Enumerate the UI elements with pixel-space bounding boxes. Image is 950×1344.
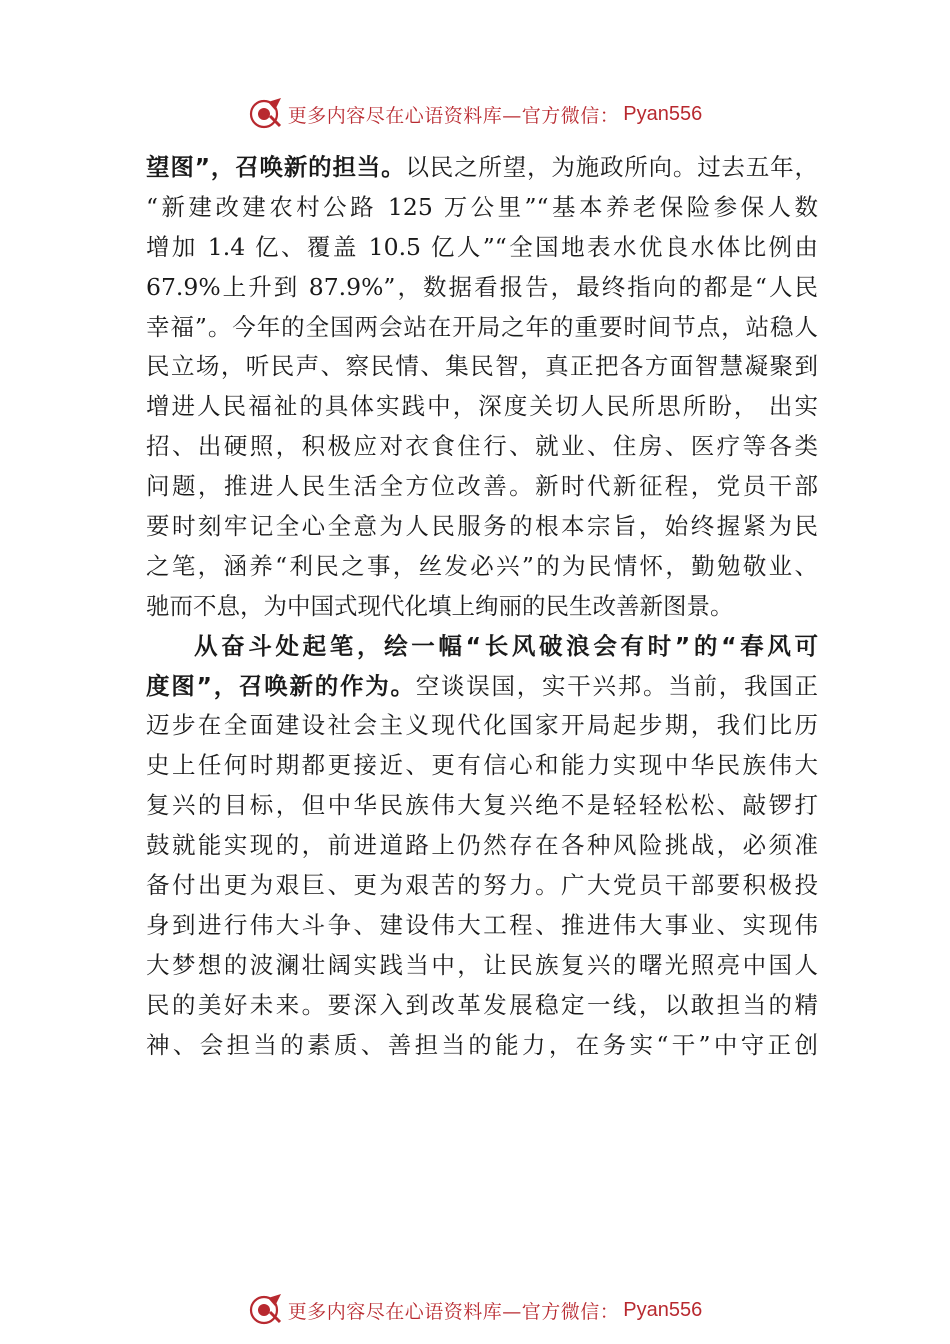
seal-logo-icon [248, 96, 284, 132]
text-line: 迈步在全面建设社会主义现代化国家开局起步期，我们比历 [146, 711, 818, 740]
text-line: 要时刻牢记全心全意为人民服务的根本宗旨，始终握紧为民 [146, 512, 818, 541]
text-line: 增进人民福祉的具体实践中，深度关切人民所思所盼， 出实 [146, 392, 818, 421]
text-line: 备付出更为艰巨、更为艰苦的努力。广大党员干部要积极投 [146, 871, 818, 900]
seal-logo-icon [248, 1292, 284, 1328]
text-line: “新建改建农村公路 125 万公里”“基本养老保险参保人数 [146, 192, 818, 221]
banner-text: 更多内容尽在心语资料库—官方微信： [287, 1300, 620, 1323]
text-line: 史上任何时期都更接近、更有信心和能力实现中华民族伟大 [146, 751, 818, 780]
text-line: 复兴的目标，但中华民族伟大复兴绝不是轻轻松松、敲锣打 [146, 791, 818, 820]
text-line: 民的美好未来。要深入到改革发展稳定一线，以敢担当的精 [146, 990, 818, 1019]
footer-banner [0, 1290, 950, 1330]
text-line: 增加 1.4 亿、覆盖 10.5 亿人”“全国地表水优良水体比例由 [146, 232, 818, 261]
text-line: 望图”，召唤新的担当。以民之所望，为施政所向。过去五年， [146, 153, 819, 181]
text-line: 身到进行伟大斗争、建设伟大工程、推进伟大事业、实现伟 [146, 910, 818, 939]
text-line: 度图”，召唤新的作为。空谈误国，实干兴邦。当前，我国正 [146, 671, 818, 700]
text-line: 驰而不息，为中国式现代化填上绚丽的民生改善新图景。 [146, 591, 734, 620]
banner-text: 更多内容尽在心语资料库—官方微信： [287, 104, 620, 127]
text-line: 神、会担当的素质、善担当的能力，在务实“干”中守正创 [146, 1030, 818, 1059]
article-body [146, 148, 818, 1065]
text-line: 之笔，涵养“利民之事，丝发必兴”的为民情怀，勤勉敬业、 [146, 551, 818, 580]
header-banner [0, 94, 950, 134]
text-line: 大梦想的波澜壮阔实践当中，让民族复兴的曙光照亮中国人 [146, 950, 818, 979]
text-line: 鼓就能实现的，前进道路上仍然存在各种风险挑战，必须准 [146, 831, 818, 860]
wechat-id: Pyan556 [623, 102, 703, 125]
text-line: 问题，推进人民生活全方位改善。新时代新征程，党员干部 [146, 472, 818, 501]
text-line: 67.9%上升到 87.9%”，数据看报告，最终指向的都是“人民 [146, 272, 818, 301]
wechat-id: Pyan556 [623, 1298, 703, 1321]
text-line: 幸福”。今年的全国两会站在开局之年的重要时间节点，站稳人 [146, 312, 818, 341]
text-line: 招、出硬照，积极应对衣食住行、就业、住房、医疗等各类 [146, 432, 818, 461]
text-line: 民立场，听民声、察民情、集民智，真正把各方面智慧凝聚到 [146, 352, 818, 381]
section-heading-line: 从奋斗处起笔，绘一幅“长风破浪会有时”的“春风可 [194, 631, 818, 660]
